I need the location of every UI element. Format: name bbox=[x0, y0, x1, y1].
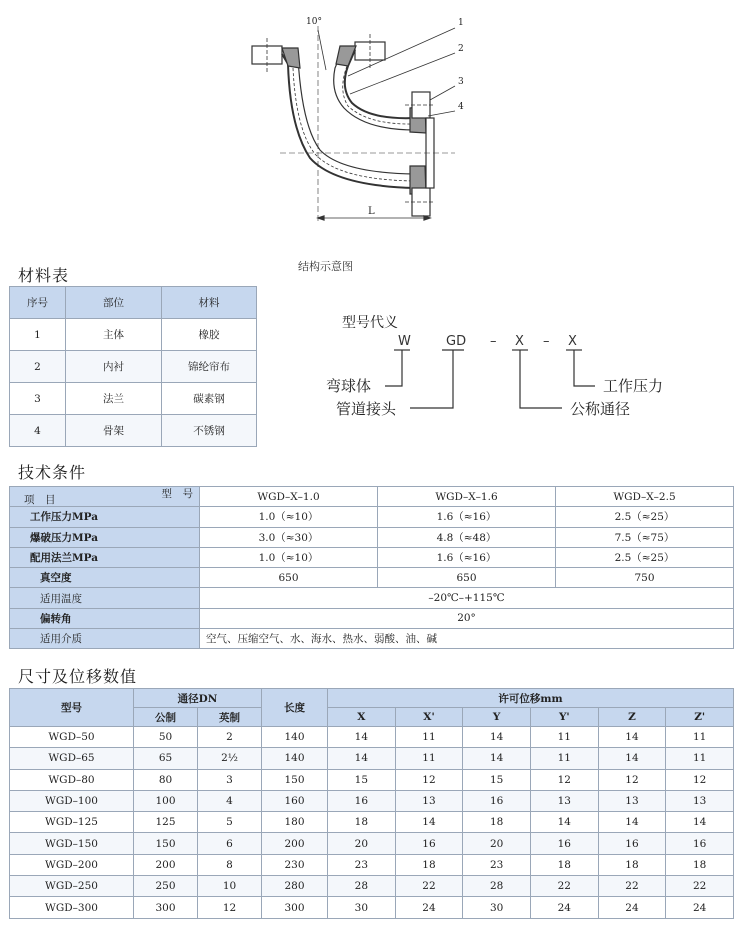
dims-value-cell: 14 bbox=[598, 812, 666, 833]
dims-value-cell: 12 bbox=[198, 897, 262, 918]
label-nominal-diameter: 公称通径 bbox=[570, 400, 631, 418]
tech-cell: 750 bbox=[556, 568, 734, 588]
dims-value-cell: 22 bbox=[530, 876, 598, 897]
dims-value-cell: 140 bbox=[262, 727, 328, 748]
diagram-caption: 结构示意图 bbox=[298, 260, 353, 273]
dims-value-cell: 24 bbox=[530, 897, 598, 918]
dims-value-cell: 11 bbox=[395, 748, 463, 769]
dims-value-cell: 24 bbox=[666, 897, 734, 918]
dims-value-cell: 16 bbox=[598, 833, 666, 854]
tech-row-label: 适用温度 bbox=[10, 588, 200, 608]
callout-1: 1 bbox=[458, 18, 464, 28]
mat-cell: 法兰 bbox=[66, 383, 162, 415]
tech-row-label: 偏转角 bbox=[10, 608, 200, 628]
dims-value-cell: 24 bbox=[598, 897, 666, 918]
label-working-pressure: 工作压力 bbox=[603, 377, 664, 395]
code-gd: GD bbox=[446, 334, 467, 349]
table-row bbox=[10, 608, 734, 628]
dims-value-cell: 8 bbox=[198, 854, 262, 875]
code-dash-1: – bbox=[490, 334, 497, 349]
dims-value-cell: 280 bbox=[262, 876, 328, 897]
dims-value-cell: 12 bbox=[530, 769, 598, 790]
tech-cell: 2.5（≈25） bbox=[556, 547, 734, 567]
dims-header-dn: 通径DN bbox=[134, 689, 262, 708]
dims-value-cell: 11 bbox=[666, 748, 734, 769]
tech-cell: 650 bbox=[378, 568, 556, 588]
table-row bbox=[10, 629, 734, 649]
dims-value-cell: 16 bbox=[666, 833, 734, 854]
table-row bbox=[10, 897, 734, 918]
tech-row-label: 真空度 bbox=[10, 568, 200, 588]
dims-value-cell: 13 bbox=[666, 790, 734, 811]
dims-value-cell: 250 bbox=[134, 876, 198, 897]
dims-header-model: 型号 bbox=[10, 689, 134, 727]
dims-value-cell: 150 bbox=[134, 833, 198, 854]
dims-value-cell: 28 bbox=[463, 876, 531, 897]
table-row bbox=[10, 319, 257, 351]
materials-title: 材料表 bbox=[18, 266, 70, 285]
mat-cell: 主体 bbox=[66, 319, 162, 351]
dims-value-cell: 65 bbox=[134, 748, 198, 769]
tech-row-label: 适用介质 bbox=[10, 629, 200, 649]
dims-model-cell: WGD–80 bbox=[10, 769, 134, 790]
dims-value-cell: 140 bbox=[262, 748, 328, 769]
table-row bbox=[10, 812, 734, 833]
dims-value-cell: 18 bbox=[598, 854, 666, 875]
dims-value-cell: 18 bbox=[395, 854, 463, 875]
mat-cell: 1 bbox=[10, 319, 66, 351]
elbow-structure-diagram bbox=[240, 8, 490, 243]
dims-value-cell: 50 bbox=[134, 727, 198, 748]
dims-value-cell: 200 bbox=[262, 833, 328, 854]
tech-cell: –20℃–+115℃ bbox=[200, 588, 734, 608]
tech-cell: 空气、压缩空气、水、海水、热水、弱酸、油、碱 bbox=[200, 629, 734, 649]
dims-value-cell: 11 bbox=[530, 748, 598, 769]
dims-value-cell: 300 bbox=[134, 897, 198, 918]
tech-cell: 3.0（≈30） bbox=[200, 527, 378, 547]
mat-header-no: 序号 bbox=[10, 287, 66, 319]
dims-value-cell: 28 bbox=[328, 876, 396, 897]
dims-value-cell: 180 bbox=[262, 812, 328, 833]
dims-value-cell: 24 bbox=[395, 897, 463, 918]
dims-value-cell: 22 bbox=[666, 876, 734, 897]
dims-value-cell: 14 bbox=[598, 727, 666, 748]
dims-value-cell: 22 bbox=[598, 876, 666, 897]
tech-title: 技术条件 bbox=[18, 463, 87, 482]
table-row bbox=[10, 748, 734, 769]
callout-3: 3 bbox=[458, 77, 464, 87]
model-code-title: 型号代义 bbox=[342, 315, 398, 331]
callout-2: 2 bbox=[458, 44, 464, 54]
mat-header-material: 材料 bbox=[162, 287, 257, 319]
dims-value-cell: 11 bbox=[530, 727, 598, 748]
tech-corner-cell bbox=[10, 487, 200, 507]
dims-value-cell: 20 bbox=[463, 833, 531, 854]
table-row bbox=[10, 547, 734, 567]
dims-value-cell: 15 bbox=[328, 769, 396, 790]
code-x-nominal: X bbox=[515, 334, 524, 349]
dims-value-cell: 23 bbox=[328, 854, 396, 875]
mat-cell: 3 bbox=[10, 383, 66, 415]
mat-cell: 骨架 bbox=[66, 415, 162, 447]
dims-value-cell: 16 bbox=[463, 790, 531, 811]
dims-header-inch: 英制 bbox=[198, 708, 262, 727]
dims-value-cell: 14 bbox=[530, 812, 598, 833]
mat-header-part: 部位 bbox=[66, 287, 162, 319]
table-row bbox=[10, 876, 734, 897]
tech-cell: 650 bbox=[200, 568, 378, 588]
mat-cell: 4 bbox=[10, 415, 66, 447]
dims-header-z: Z bbox=[598, 708, 666, 727]
table-row bbox=[10, 527, 734, 547]
table-row bbox=[10, 833, 734, 854]
dims-value-cell: 13 bbox=[598, 790, 666, 811]
dims-header-x-prime: X' bbox=[395, 708, 463, 727]
mat-cell: 不锈钢 bbox=[162, 415, 257, 447]
dims-header-z-prime: Z' bbox=[666, 708, 734, 727]
mat-cell: 2 bbox=[10, 351, 66, 383]
angle-label: 10° bbox=[306, 17, 322, 27]
table-row bbox=[10, 383, 257, 415]
dims-header-metric: 公制 bbox=[134, 708, 198, 727]
length-label: L bbox=[368, 206, 375, 217]
mat-cell: 锦纶帘布 bbox=[162, 351, 257, 383]
dims-value-cell: 200 bbox=[134, 854, 198, 875]
dims-value-cell: 18 bbox=[463, 812, 531, 833]
dims-value-cell: 300 bbox=[262, 897, 328, 918]
dims-value-cell: 13 bbox=[530, 790, 598, 811]
tech-cell: 20° bbox=[200, 608, 734, 628]
dims-value-cell: 150 bbox=[262, 769, 328, 790]
dims-value-cell: 11 bbox=[395, 727, 463, 748]
tech-conditions-table bbox=[9, 486, 734, 649]
dims-value-cell: 15 bbox=[463, 769, 531, 790]
tech-cell: 4.8（≈48） bbox=[378, 527, 556, 547]
table-row bbox=[10, 790, 734, 811]
dims-value-cell: 30 bbox=[463, 897, 531, 918]
table-row bbox=[10, 727, 734, 748]
dims-header-length: 长度 bbox=[262, 689, 328, 727]
dims-value-cell: 2 bbox=[198, 727, 262, 748]
dims-value-cell: 12 bbox=[666, 769, 734, 790]
label-pipe-joint: 管道接头 bbox=[336, 400, 397, 418]
dims-value-cell: 5 bbox=[198, 812, 262, 833]
dims-model-cell: WGD–100 bbox=[10, 790, 134, 811]
tech-cell: 1.6（≈16） bbox=[378, 507, 556, 527]
dims-title: 尺寸及位移数值 bbox=[18, 667, 138, 686]
dims-value-cell: 14 bbox=[395, 812, 463, 833]
dims-value-cell: 80 bbox=[134, 769, 198, 790]
dims-value-cell: 14 bbox=[463, 727, 531, 748]
tech-cell: 1.6（≈16） bbox=[378, 547, 556, 567]
dims-value-cell: 20 bbox=[328, 833, 396, 854]
dims-value-cell: 18 bbox=[666, 854, 734, 875]
dims-value-cell: 18 bbox=[328, 812, 396, 833]
tech-cell: 2.5（≈25） bbox=[556, 507, 734, 527]
dims-value-cell: 3 bbox=[198, 769, 262, 790]
dims-model-cell: WGD–250 bbox=[10, 876, 134, 897]
dims-value-cell: 230 bbox=[262, 854, 328, 875]
dims-value-cell: 23 bbox=[463, 854, 531, 875]
dims-model-cell: WGD–300 bbox=[10, 897, 134, 918]
dims-value-cell: 125 bbox=[134, 812, 198, 833]
dims-value-cell: 4 bbox=[198, 790, 262, 811]
tech-model-1: WGD–X–1.0 bbox=[200, 487, 378, 507]
tech-row-label: 工作压力MPa bbox=[10, 507, 200, 527]
dims-value-cell: 11 bbox=[666, 727, 734, 748]
dims-model-cell: WGD–200 bbox=[10, 854, 134, 875]
dims-value-cell: 13 bbox=[395, 790, 463, 811]
dims-model-cell: WGD–125 bbox=[10, 812, 134, 833]
tech-cell: 1.0（≈10） bbox=[200, 507, 378, 527]
dims-model-cell: WGD–50 bbox=[10, 727, 134, 748]
label-elbow: 弯球体 bbox=[326, 377, 372, 395]
table-row bbox=[10, 568, 734, 588]
dims-value-cell: 14 bbox=[328, 727, 396, 748]
dims-value-cell: 12 bbox=[598, 769, 666, 790]
tech-row-label: 爆破压力MPa bbox=[10, 527, 200, 547]
table-row bbox=[10, 507, 734, 527]
dims-model-cell: WGD–150 bbox=[10, 833, 134, 854]
mat-cell: 内衬 bbox=[66, 351, 162, 383]
corner-model-label: 型 号 bbox=[161, 488, 193, 500]
table-row bbox=[10, 351, 257, 383]
dims-header-displacement: 许可位移mm bbox=[328, 689, 734, 708]
code-dash-2: – bbox=[543, 334, 550, 349]
dims-value-cell: 16 bbox=[328, 790, 396, 811]
table-row bbox=[10, 854, 734, 875]
dims-model-cell: WGD–65 bbox=[10, 748, 134, 769]
dims-value-cell: 14 bbox=[463, 748, 531, 769]
table-row bbox=[10, 588, 734, 608]
code-w: W bbox=[398, 334, 411, 349]
dims-value-cell: 100 bbox=[134, 790, 198, 811]
tech-cell: 1.0（≈10） bbox=[200, 547, 378, 567]
tech-row-label: 配用法兰MPa bbox=[10, 547, 200, 567]
mat-cell: 碳素钢 bbox=[162, 383, 257, 415]
dims-value-cell: 10 bbox=[198, 876, 262, 897]
dims-value-cell: 14 bbox=[328, 748, 396, 769]
code-x-pressure: X bbox=[568, 334, 577, 349]
dims-header-y: Y bbox=[463, 708, 531, 727]
tech-cell: 7.5（≈75） bbox=[556, 527, 734, 547]
dims-value-cell: 18 bbox=[530, 854, 598, 875]
tech-model-3: WGD–X–2.5 bbox=[556, 487, 734, 507]
tech-model-2: WGD–X–1.6 bbox=[378, 487, 556, 507]
table-row bbox=[10, 415, 257, 447]
dims-value-cell: 16 bbox=[530, 833, 598, 854]
dims-value-cell: 2½ bbox=[198, 748, 262, 769]
dims-value-cell: 22 bbox=[395, 876, 463, 897]
table-row bbox=[10, 769, 734, 790]
dims-value-cell: 14 bbox=[598, 748, 666, 769]
dims-value-cell: 12 bbox=[395, 769, 463, 790]
dims-value-cell: 16 bbox=[395, 833, 463, 854]
dims-value-cell: 30 bbox=[328, 897, 396, 918]
dims-table bbox=[9, 688, 734, 919]
dims-header-x: X bbox=[328, 708, 396, 727]
materials-table bbox=[9, 286, 257, 447]
dims-header-y-prime: Y' bbox=[530, 708, 598, 727]
dims-value-cell: 14 bbox=[666, 812, 734, 833]
dims-value-cell: 6 bbox=[198, 833, 262, 854]
mat-cell: 橡胶 bbox=[162, 319, 257, 351]
callout-4: 4 bbox=[458, 102, 464, 112]
corner-item-label: 项 目 bbox=[24, 494, 56, 506]
dims-value-cell: 160 bbox=[262, 790, 328, 811]
